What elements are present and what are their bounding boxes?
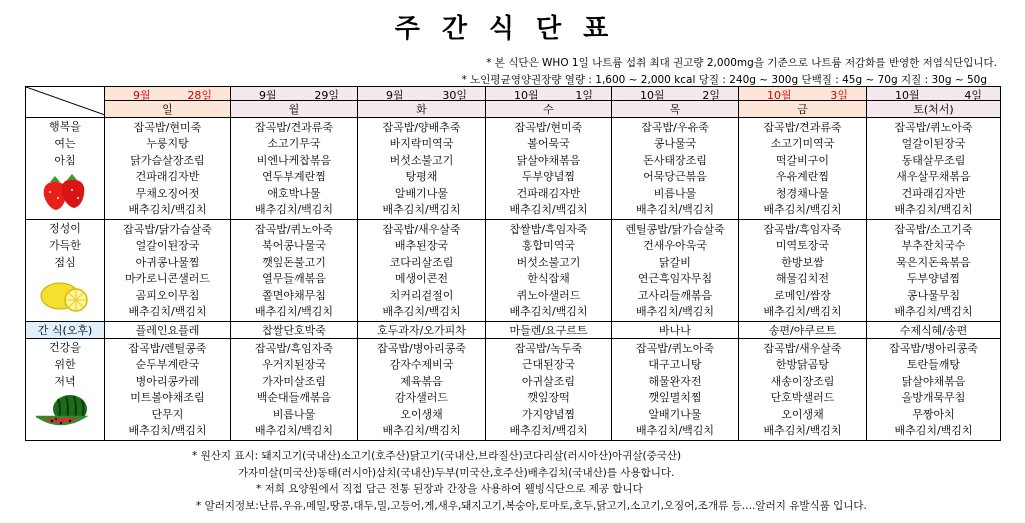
dish: 배추김치/백김치: [509, 304, 588, 318]
dinner-cell: [231, 339, 358, 441]
dish: 감자샐러드: [394, 391, 449, 405]
date-label: 30일: [442, 89, 467, 101]
dish: 한식잡채: [527, 272, 570, 286]
month-label: 10월: [895, 89, 920, 101]
dish: 배추김치/백김치: [763, 423, 842, 437]
dish: 마카로니콘샐러드: [124, 272, 210, 286]
dish: 소고기미역국: [770, 137, 835, 151]
dish: 단무지: [151, 407, 184, 421]
date-label: 2일: [702, 89, 720, 101]
dish: 배추김치/백김치: [763, 304, 842, 318]
dinner-cell: [105, 339, 231, 441]
dish: 토란들깨탕: [906, 358, 961, 372]
dish: 오이생채: [400, 407, 443, 421]
dish: 어묵당근볶음: [643, 170, 707, 184]
snack-cell: 송편/야쿠르트: [739, 322, 867, 339]
month-label: 9월: [386, 89, 404, 101]
dinner-cell: [867, 339, 1001, 441]
month-label: 9월: [259, 89, 277, 101]
origin-note-continued: 가자미살(미국산)동태(러시아)삼치(국내산)두부(미국산,호주산)배추김치(국내산)를 사용합니다.: [238, 467, 675, 479]
dish: 열무들깨볶음: [262, 272, 326, 286]
month-label: 10월: [640, 89, 665, 101]
snack-row: [26, 322, 1001, 339]
weekday-cell: 수: [486, 101, 612, 118]
meal-label-line: 건강을: [49, 341, 81, 354]
dish: 새송이장조림: [770, 374, 835, 388]
dish: 쫄면야채무침: [262, 288, 326, 302]
origin-note: * 원산지 표시: 돼지고기(국내산)소고기(호주산)닭고기(국내산,브라질산)코다리살(러시아산)아귀살(중국산): [192, 450, 682, 462]
breakfast-cell: [867, 118, 1001, 220]
dish: 연두부계란찜: [262, 170, 326, 184]
dish: 버섯소불고기: [516, 255, 581, 269]
dish: 메생이콘전: [394, 272, 449, 286]
dish: 코다리살조림: [389, 255, 454, 269]
breakfast-cell: [486, 118, 612, 220]
dish: 배추김치/백김치: [635, 304, 715, 318]
dish: 탕평채: [405, 170, 438, 184]
lunch-cell: [739, 220, 867, 322]
dish: 잡곡밥/흑임자죽: [254, 342, 334, 355]
dish: 콩나물무침: [906, 288, 961, 302]
dish: 렌틸콩밥/닭가슴살죽: [625, 223, 725, 236]
breakfast-label-cell: [26, 118, 105, 220]
dish: 잡곡밥/견과류죽: [254, 121, 334, 134]
date-cell: [486, 87, 612, 101]
dish: 돈사태장조림: [643, 153, 707, 167]
lunch-cell: [231, 220, 358, 322]
diagonal-line: [26, 87, 105, 115]
dish: 배추김치/백김치: [635, 423, 715, 437]
breakfast-cell: [612, 118, 739, 220]
dish: 잡곡밥/렌틸콩죽: [128, 342, 207, 355]
dish: 두부양념찜: [521, 170, 576, 184]
date-cell: [231, 87, 358, 101]
dinner-cell: [739, 339, 867, 441]
snack-cell: 바나나: [612, 322, 739, 339]
meal-label-line: 점심: [54, 256, 76, 269]
dish: 비엔나케찹볶음: [256, 153, 332, 167]
dish: 치커리겉절이: [389, 288, 454, 302]
dish: 깻잎돈불고기: [262, 255, 326, 269]
dish: 건파래김자반: [516, 186, 581, 200]
dish: 청경채나물: [775, 186, 830, 200]
dish: 고사리들깨볶음: [637, 288, 713, 302]
dish: 잡곡밥/양배추죽: [382, 121, 461, 134]
soy-sauce-note: * 저희 요양원에서 직접 담근 전통 된장과 간장을 사용하여 웰빙식단으로 제공 합니다: [256, 483, 643, 495]
date-cell: [358, 87, 486, 101]
dish: 배추김치/백김치: [254, 423, 334, 437]
dish: 애호박나물: [267, 186, 321, 200]
dish: 배추김치/백김치: [128, 304, 207, 318]
dish: 잡곡밥/퀴노아죽: [254, 223, 334, 236]
dish: 잡곡밥/소고기죽: [894, 223, 973, 236]
lunch-row: [26, 220, 1001, 322]
dish: 닭가슴살장조림: [130, 153, 205, 167]
dish: 닭살야채볶음: [516, 153, 581, 167]
dish: 배추김치/백김치: [382, 202, 461, 216]
dish: 잡곡밥/병아리콩죽: [889, 342, 978, 355]
meal-label-line: 정성이: [49, 222, 81, 235]
dish: 대구고니탕: [648, 358, 702, 372]
dish: 소고기무국: [267, 137, 321, 151]
dish: 잡곡밥/새우살죽: [763, 342, 842, 355]
month-label: 10월: [514, 89, 539, 101]
dish: 곰피오이무침: [135, 288, 200, 302]
dish: 배추김치/백김치: [254, 202, 334, 216]
dish: 배추된장국: [394, 239, 449, 253]
dish: 제육볶음: [400, 374, 443, 388]
strawberry-icon: [38, 172, 92, 212]
dish: 비름나물: [272, 407, 316, 421]
dinner-row: [26, 339, 1001, 441]
dish: 버섯소불고기: [389, 153, 454, 167]
dish: 잡곡밥/견과류죽: [763, 121, 842, 134]
dinner-cell: [486, 339, 612, 441]
meal-label-line: 아침: [54, 154, 76, 167]
date-label: 4일: [964, 89, 982, 101]
dish: 잡곡밥/퀴노아죽: [635, 342, 715, 355]
lunch-label-cell: [26, 220, 105, 322]
dish: 잡곡밥/닭가슴살죽: [123, 223, 212, 236]
dish: 잡곡밥/새우살죽: [382, 223, 461, 236]
lemon-icon: [38, 274, 92, 314]
dish: 배추김치/백김치: [382, 423, 461, 437]
dish: 아귀살조림: [521, 374, 576, 388]
dish: 부추잔치국수: [901, 239, 966, 253]
dish: 잡곡밥/현미죽: [133, 121, 202, 134]
dish: 새우살무채볶음: [896, 170, 971, 184]
dish: 바지락미역국: [389, 137, 454, 151]
dish: 배추김치/백김치: [763, 202, 842, 216]
weekday-cell: 토(처서): [867, 101, 1001, 118]
nutrition-note: * 노인평균영양권장량 열량 : 1,600 ~ 2,000 kcal 당질 : 240g ~ 300g 단백질 : 45g ~ 70g 지질 : 30g ~ 50g: [461, 74, 987, 86]
dish: 한방보쌈: [781, 255, 824, 269]
dish: 배추김치/백김치: [382, 304, 461, 318]
lunch-cell: [105, 220, 231, 322]
dish: 순두부계란국: [135, 358, 200, 372]
breakfast-row: [26, 118, 1001, 220]
dish: 홍합미역국: [521, 239, 576, 253]
dish: 잡곡밥/퀴노아죽: [894, 121, 973, 134]
dish: 볼어묵국: [527, 137, 570, 151]
dish: 잡곡밥/흑임자죽: [763, 223, 842, 236]
dish: 두부양념찜: [906, 272, 961, 286]
dish: 미역토장국: [775, 239, 830, 253]
date-label: 3일: [830, 89, 848, 101]
lunch-cell: [867, 220, 1001, 322]
breakfast-cell: [358, 118, 486, 220]
breakfast-cell: [105, 118, 231, 220]
lunch-cell: [358, 220, 486, 322]
snack-cell: 플레인요플레: [105, 322, 231, 339]
sodium-note: * 본 식단은 WHO 1일 나트륨 섭취 최대 권고량 2,000mg을 기준으로 나트륨 저감화를 반영한 저염식단입니다.: [486, 57, 997, 69]
dish: 잡곡밥/현미죽: [514, 121, 583, 134]
dish: 얼갈이된장국: [901, 137, 966, 151]
dish: 알배기나물: [394, 186, 449, 200]
weekday-cell: 목: [612, 101, 739, 118]
dish: 로메인/쌈장: [774, 288, 831, 302]
dish: 배추김치/백김치: [509, 202, 588, 216]
dish: 배추김치/백김치: [894, 202, 973, 216]
dish: 감자수제비국: [389, 358, 454, 372]
dish: 무채오징어젓: [135, 186, 200, 200]
dish: 북어콩나물국: [262, 239, 326, 253]
dish: 배추김치/백김치: [894, 304, 973, 318]
dish: 배추김치/백김치: [894, 423, 973, 437]
meal-label-line: 위한: [54, 358, 76, 371]
meal-label-line: 저녁: [54, 375, 76, 388]
watermelon-icon: [36, 391, 94, 433]
lunch-cell: [612, 220, 739, 322]
dish: 배추김치/백김치: [509, 423, 588, 437]
snack-label: 간 식(오후): [26, 322, 105, 339]
dish: 잡곡밥/병아리콩죽: [377, 342, 466, 355]
dish: 퀴노아샐러드: [516, 288, 581, 302]
dish: 배추김치/백김치: [254, 304, 334, 318]
dish: 가자미살조림: [262, 374, 326, 388]
meal-label-line: 행복을: [49, 120, 81, 133]
weekday-cell: 일: [105, 101, 231, 118]
snack-cell: 호두과자/오가피차: [358, 322, 486, 339]
dish: 깻잎멸치찜: [648, 391, 702, 405]
dinner-cell: [612, 339, 739, 441]
dinner-label-cell: [26, 339, 105, 441]
dish: 잡곡밥/녹두죽: [514, 342, 583, 355]
dish: 배추김치/백김치: [128, 423, 207, 437]
weekday-cell: 월: [231, 101, 358, 118]
dish: 오이생채: [781, 407, 824, 421]
weekday-cell: 금: [739, 101, 867, 118]
snack-cell: 수제식혜/송편: [867, 322, 1001, 339]
dish: 무짱아치: [912, 407, 955, 421]
dish: 잡곡밥/우유죽: [641, 121, 709, 134]
dish: 미트볼야채조림: [130, 391, 205, 405]
dish: 배추김치/백김치: [128, 202, 207, 216]
dish: 가지양념찜: [521, 407, 576, 421]
dish: 배추김치/백김치: [635, 202, 715, 216]
dish: 묵은지돈육볶음: [896, 255, 971, 269]
meal-label-line: 여는: [54, 137, 76, 150]
date-cell: [867, 87, 1001, 101]
dish: 비름나물: [653, 186, 697, 200]
dish: 해물김치전: [775, 272, 830, 286]
meal-label-line: 가득한: [49, 239, 81, 252]
dish: 건파래김자반: [901, 186, 966, 200]
snack-cell: 찹쌀단호박죽: [231, 322, 358, 339]
dish: 병아리콩카레: [135, 374, 200, 388]
dish: 동태살무조림: [901, 153, 966, 167]
dish: 건새우아욱국: [643, 239, 707, 253]
lunch-cell: [486, 220, 612, 322]
dish: 닭살야채볶음: [901, 374, 966, 388]
month-label: 10월: [767, 89, 792, 101]
dish: 떡갈비구이: [775, 153, 830, 167]
month-label: 9월: [133, 89, 151, 101]
date-cell: [739, 87, 867, 101]
dish: 얼갈이된장국: [135, 239, 200, 253]
dish: 백순대들깨볶음: [256, 391, 332, 405]
dish: 우거지된장국: [262, 358, 326, 372]
dish: 콩나물국: [653, 137, 697, 151]
dish: 단호박샐러드: [770, 391, 835, 405]
dinner-cell: [358, 339, 486, 441]
breakfast-cell: [739, 118, 867, 220]
weekday-row: [26, 101, 1001, 118]
dish: 올방개묵무침: [901, 391, 966, 405]
date-cell: [612, 87, 739, 101]
dish: 깻잎장떡: [527, 391, 570, 405]
dish: 한방닭곰탕: [775, 358, 830, 372]
allergy-note: * 알러지정보:난류,우유,메밀,땅콩,대두,밀,고등어,게,새우,돼지고기,복숭아,토마토,호두,닭고기,소고기,오징어,조개류 등….알러지 유발식품 입니다.: [196, 500, 867, 512]
dish: 누룽지탕: [146, 137, 189, 151]
dish: 근대된장국: [521, 358, 576, 372]
date-label: 1일: [575, 89, 593, 101]
breakfast-cell: [231, 118, 358, 220]
corner-cell: [26, 87, 105, 118]
dish: 알배기나물: [648, 407, 702, 421]
dish: 해물완자전: [648, 374, 702, 388]
date-row: [26, 87, 1001, 101]
weekly-menu-table: [25, 86, 1001, 441]
page-title: 주간식단표: [394, 14, 631, 44]
dish: 아귀콩나물찜: [135, 255, 200, 269]
dish: 우유계란찜: [775, 170, 830, 184]
date-cell: [105, 87, 231, 101]
dish: 연근흑임자무침: [637, 272, 713, 286]
dish: 찹쌀밥/흑임자죽: [509, 223, 588, 236]
dish: 건파래김자반: [135, 170, 200, 184]
date-label: 28일: [187, 89, 212, 101]
date-label: 29일: [314, 89, 339, 101]
weekday-cell: 화: [358, 101, 486, 118]
dish: 닭갈비: [659, 255, 691, 269]
snack-cell: 마들렌/요구르트: [486, 322, 612, 339]
